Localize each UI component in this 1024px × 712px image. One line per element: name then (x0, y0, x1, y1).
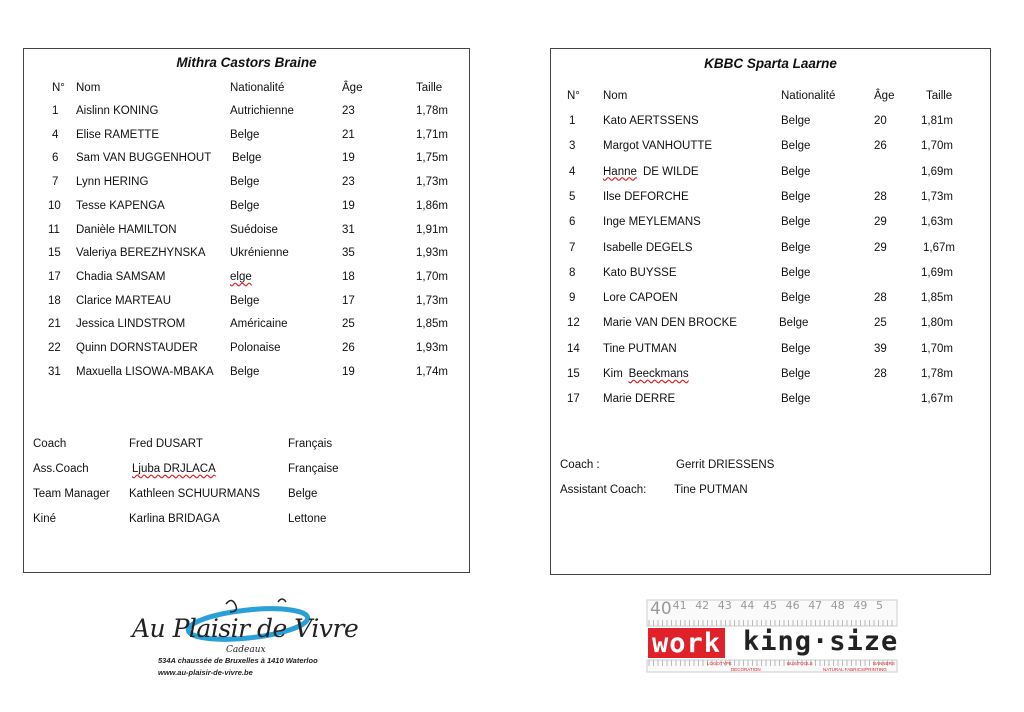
player-name: Tesse KAPENGA (76, 199, 165, 212)
player-number: 4 (52, 128, 59, 141)
ruler-number: 48 (830, 599, 845, 612)
player-name: Kato BUYSSE (603, 266, 677, 279)
player-number: 6 (52, 152, 59, 165)
player-age: 26 (874, 140, 887, 153)
player-age: 29 (874, 241, 887, 254)
player-name: Valeriya BEREZHYNSKA (76, 247, 206, 260)
staff-name: Kathleen SCHUURMANS (129, 488, 261, 500)
logo-tag: BANNERS (873, 661, 895, 666)
staff-name: Ljuba DRJLACA (132, 463, 216, 475)
ruler-number: 44 (740, 599, 755, 612)
player-nationality: elge (230, 270, 252, 283)
player-nationality: Belge (230, 294, 260, 307)
player-height: 1,73m (416, 294, 448, 307)
player-age: 23 (342, 105, 355, 117)
player-number: 15 (567, 368, 580, 380)
logo-tag: BUS/TOOLS (787, 661, 813, 666)
team-sheet-kbbc-sparta-laarne (550, 48, 991, 575)
header-name: Nom (76, 82, 101, 94)
player-number: 4 (569, 165, 576, 178)
player-height: 1,67m (921, 393, 953, 406)
player-age: 20 (874, 115, 887, 127)
player-number: 7 (569, 241, 576, 254)
player-age: 28 (874, 292, 887, 305)
player-height: 1,73m (416, 176, 448, 189)
ruler-number: 5 (876, 599, 883, 612)
header-height: Taille (926, 90, 953, 102)
player-nationality: Suédoise (230, 223, 278, 236)
logo-address: 534A chaussée de Bruxelles à 1410 Waterloo (158, 656, 318, 665)
staff-role: Ass.Coach (33, 463, 89, 475)
player-height: 1,93m (416, 342, 448, 354)
player-number: 1 (52, 105, 59, 117)
player-name: Ilse DEFORCHE (603, 190, 689, 203)
player-number: 7 (52, 176, 59, 189)
player-age: 35 (342, 247, 355, 260)
player-nationality: Belge (230, 199, 260, 212)
player-age: 39 (874, 342, 887, 355)
staff-name: Gerrit DRIESSENS (676, 459, 775, 471)
player-name: Hanne (603, 165, 637, 178)
player-number: 1 (569, 115, 576, 127)
player-nationality: Belge (230, 365, 260, 378)
player-height: 1,78m (921, 368, 953, 380)
player-nationality: Belge (781, 292, 811, 305)
player-height: 1,85m (921, 292, 953, 305)
ruler-number: 47 (808, 599, 823, 612)
ruler-number: 49 (853, 599, 868, 612)
staff-name: Karlina BRIDAGA (129, 513, 220, 525)
player-height: 1,70m (921, 140, 953, 153)
player-name: Isabelle DEGELS (603, 241, 693, 254)
header-nationality: Nationalité (781, 90, 836, 102)
player-number: 14 (567, 342, 580, 355)
player-name: Margot VANHOUTTE (603, 140, 713, 153)
header-number: N° (567, 90, 580, 102)
player-height: 1,78m (416, 105, 448, 117)
player-name: Quinn DORNSTAUDER (76, 342, 198, 354)
player-nationality: Belge (230, 176, 260, 189)
logo-subtitle: Cadeaux (226, 645, 266, 655)
ruler-number: 41 (672, 599, 687, 612)
player-number: 22 (48, 342, 61, 354)
player-nationality: Belge (781, 266, 811, 279)
player-age: 21 (342, 128, 355, 141)
player-height: 1,93m (416, 247, 448, 260)
logo-url: www.au-plaisir-de-vivre.be (158, 668, 253, 677)
staff-name: Tine PUTMAN (674, 484, 748, 496)
player-nationality: Belge (781, 216, 811, 229)
player-name: Marie DERRE (603, 393, 676, 406)
player-number: 18 (48, 294, 61, 307)
player-height: 1,73m (921, 190, 953, 203)
ruler-number: 43 (717, 599, 732, 612)
player-height: 1,69m (921, 266, 953, 279)
player-height: 1,63m (921, 216, 953, 229)
player-nationality: Belge (781, 140, 811, 153)
player-height: 1,91m (416, 223, 448, 236)
player-nationality: Belge (779, 317, 809, 330)
header-nationality: Nationalité (230, 82, 285, 94)
player-number: 6 (569, 216, 576, 229)
player-number: 15 (48, 247, 61, 260)
player-age: 28 (874, 368, 887, 380)
logo-text-work: work (652, 627, 722, 659)
player-name: Kim (603, 368, 623, 380)
logo-tag: LOGOTYPE (707, 661, 732, 666)
player-name: Lynn HERING (76, 176, 149, 189)
player-height: 1,80m (921, 317, 953, 330)
player-number: 5 (569, 190, 576, 203)
player-name: Inge MEYLEMANS (603, 216, 701, 229)
player-nationality: Autrichienne (230, 105, 294, 117)
logo-brand-name: Au Plaisir de Vivre (132, 614, 359, 643)
player-nationality: Ukrénienne (230, 247, 289, 260)
player-age: 31 (342, 223, 355, 236)
ruler-number: 40 (650, 599, 672, 619)
player-age: 28 (874, 190, 887, 203)
player-name: Danièle HAMILTON (76, 223, 177, 236)
header-age: Âge (342, 82, 363, 94)
ruler-number: 42 (695, 599, 710, 612)
player-nationality: Polonaise (230, 342, 281, 354)
player-age: 25 (342, 318, 355, 331)
player-age: 19 (342, 365, 355, 378)
player-age: 19 (342, 152, 355, 165)
player-age: 19 (342, 199, 355, 212)
player-name: Clarice MARTEAU (76, 294, 171, 307)
player-age: 29 (874, 216, 887, 229)
player-height: 1,86m (416, 199, 448, 212)
player-name: Sam VAN BUGGENHOUT (76, 152, 212, 165)
team-title: Mithra Castors Braine (176, 55, 317, 70)
staff-nationality: Français (288, 438, 333, 450)
header-height: Taille (416, 82, 443, 94)
header-age: Âge (874, 90, 895, 102)
player-nationality: Belge (781, 368, 811, 380)
player-age: 25 (874, 317, 887, 330)
team-title: KBBC Sparta Laarne (704, 56, 837, 71)
player-nationality: Belge (230, 128, 260, 141)
player-name: Lore CAPOEN (603, 292, 678, 305)
player-number: 3 (569, 140, 576, 153)
staff-role: Kiné (33, 513, 57, 525)
player-number: 8 (569, 266, 576, 279)
player-nationality: Belge (781, 115, 811, 127)
player-surname: DE WILDE (643, 165, 699, 178)
player-nationality: Belge (232, 152, 262, 165)
player-height: 1,75m (416, 152, 448, 165)
player-surname: Beeckmans (628, 368, 689, 380)
logo-red-block (648, 628, 725, 658)
player-name: Kato AERTSSENS (603, 115, 699, 127)
player-nationality: Belge (781, 393, 811, 406)
staff-name: Fred DUSART (129, 438, 203, 450)
logo-text-kingsize: king·size (743, 626, 899, 657)
player-age: 23 (342, 176, 355, 189)
player-nationality: Belge (781, 241, 811, 254)
team-sheet-mithra-castors-braine (23, 48, 470, 573)
ruler-number: 46 (785, 599, 800, 612)
player-number: 10 (48, 199, 61, 212)
player-nationality: Belge (781, 190, 811, 203)
working-size-logo (645, 598, 900, 676)
player-number: 12 (567, 317, 580, 330)
player-name: Maxuella LISOWA-MBAKA (76, 365, 214, 378)
player-name: Tine PUTMAN (603, 342, 677, 355)
player-height: 1,81m (921, 115, 953, 127)
staff-role: Coach (33, 438, 67, 450)
player-name: Jessica LINDSTROM (76, 318, 186, 331)
player-name: Chadia SAMSAM (76, 270, 166, 283)
staff-nationality: Française (288, 463, 339, 475)
player-name: Elise RAMETTE (76, 128, 160, 141)
staff-nationality: Belge (288, 488, 318, 500)
header-number: N° (52, 82, 65, 94)
staff-nationality: Lettone (288, 513, 327, 525)
player-number: 11 (48, 223, 60, 236)
player-number: 17 (567, 393, 580, 406)
player-name: Marie VAN DEN BROCKE (603, 317, 737, 330)
player-height: 1,85m (416, 318, 448, 331)
player-age: 26 (342, 342, 355, 354)
player-height: 1,71m (416, 128, 448, 141)
player-nationality: Belge (781, 342, 811, 355)
player-height: 1,70m (921, 342, 953, 355)
logo-tag: DECORATION (731, 667, 761, 672)
logo-tag: NATURAL FABRICS/PRINTING (823, 667, 887, 672)
player-number: 31 (48, 365, 61, 378)
staff-role: Coach : (560, 459, 600, 471)
player-nationality: Belge (781, 165, 811, 178)
player-height: 1,69m (921, 165, 953, 178)
player-age: 18 (342, 270, 355, 283)
staff-role: Assistant Coach: (560, 484, 647, 496)
ruler-number: 45 (763, 599, 777, 612)
player-name: Aislinn KONING (76, 105, 159, 117)
player-number: 9 (569, 292, 576, 305)
staff-role: Team Manager (33, 488, 110, 500)
player-age: 17 (342, 294, 355, 307)
player-height: 1,74m (416, 365, 448, 378)
player-nationality: Américaine (230, 318, 288, 331)
player-number: 21 (48, 318, 61, 331)
au-plaisir-de-vivre-logo (130, 598, 370, 682)
player-number: 17 (48, 270, 61, 283)
header-name: Nom (603, 90, 628, 102)
player-height: 1,70m (416, 270, 448, 283)
player-height: 1,67m (923, 241, 955, 254)
